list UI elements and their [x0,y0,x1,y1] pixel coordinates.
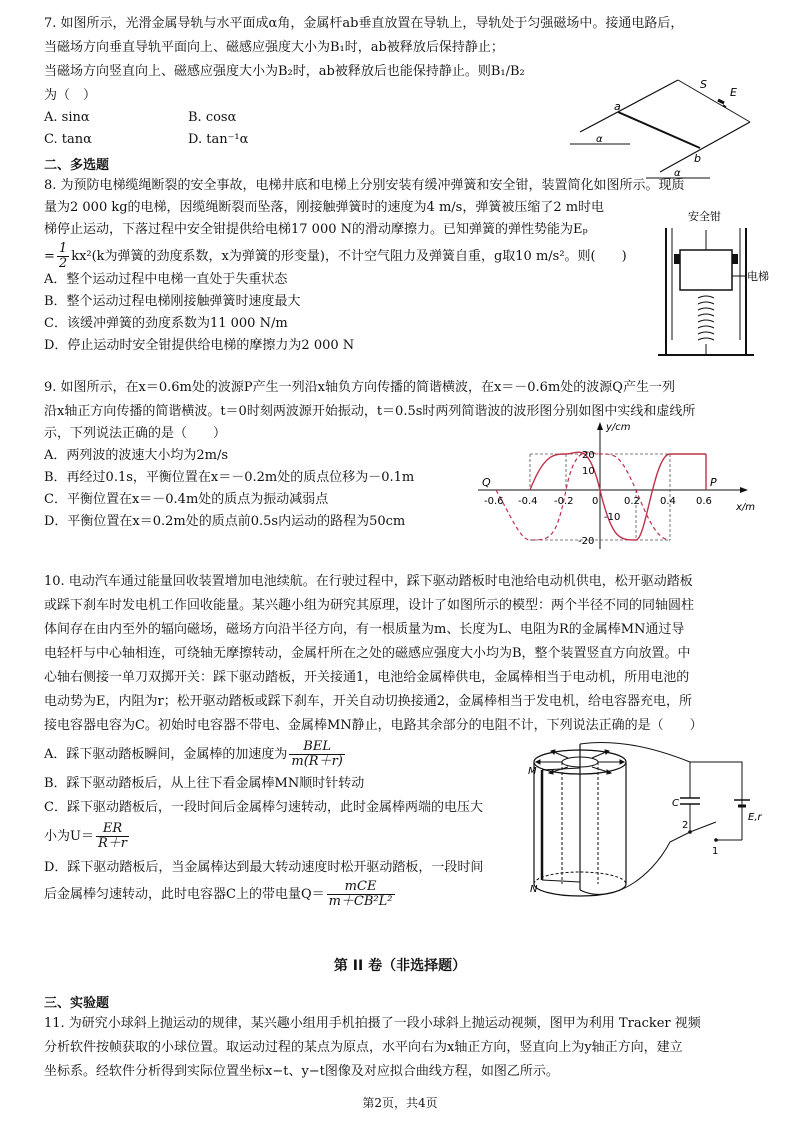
q7-option-d: D. tan⁻¹α [188,132,249,147]
q10-option-a [44,740,347,770]
q9-option-d: D．平衡位置在x＝0.2m处的质点前0.5s内运动的路程为50cm [44,514,406,529]
q7-line-1: 7. 如图所示，光滑金属导轨与水平面成α角，金属杆ab垂直放置在导轨上，导轨处于匀强磁场中。接通电路后， [44,16,684,31]
q7-option-b: B. cosα [188,110,237,125]
q7-option-c: C. tanα [44,132,92,147]
q10-label-switch-2: 2 [682,820,689,831]
q9-line-1: 9. 如图所示，在x＝0.6m处的波源P产生一列沿x轴负方向传播的简谐横波，在x＝－0.6m处的波源Q产生一列 [44,380,675,395]
q9-line-2: 沿x轴正方向传播的简谐横波。t＝0时刻两波源开始振动，t＝0.5s时两列简谐波的波形图分别如图中实线和虚线所 [44,404,696,419]
q9-ytick-10: 10 [582,466,595,477]
q10-option-a-fraction [289,740,344,769]
q7-label-alpha-2: α [674,168,681,179]
q10-option-d-line-1: D．踩下驱动踏板后，当金属棒达到最大转动速度时松开驱动踏板，一段时间 [44,860,484,875]
q7-label-s: S [700,78,707,91]
q8-formula-line [44,242,627,271]
q10-line-6: 电动势为E，内阻为r；松开驱动踏板或踩下刹车，开关自动切换接通2，金属棒相当于发电机，给电容器充电，所 [44,694,692,709]
q8-elevator-figure [650,200,770,360]
q10-option-d-line-2 [44,880,397,910]
q10-option-c-fraction [96,822,129,851]
q10-option-d-num: mCE [327,880,395,895]
q10-option-a-text: A．踩下驱动踏板瞬间，金属棒的加速度为 [44,747,288,762]
q9-xlabel: x/m [736,502,756,513]
q7-label-alpha-1: α [596,134,603,145]
q10-option-c-prefix: 小为U＝ [44,829,94,844]
q7-label-e: E [730,86,737,99]
q8-fraction-den: 2 [58,256,68,271]
q8-option-a: A．整个运动过程中电梯一直处于失重状态 [44,272,288,287]
q9-xtick-02: 0.2 [624,496,640,507]
section-experiment: 三、实验题 [44,996,110,1011]
q9-label-p: P [710,476,717,489]
q11-line-1: 11. 为研究小球斜上抛运动的规律，某兴趣小组用手机拍摄了一段小球斜上抛运动视频，图甲为利用 Tracker 视频 [44,1016,701,1031]
q8-option-c: C．该缓冲弹簧的劲度系数为11 000 N/m [44,316,288,331]
q8-option-b: B．整个运动过程电梯刚接触弹簧时速度最大 [44,294,301,309]
q11-line-3: 坐标系。经软件分析得到实际位置坐标x−t、y−t图像及对应拟合曲线方程，如图乙所示。 [44,1064,559,1079]
q10-line-2: 或踩下刹车时发电机工作回收能量。某兴趣小组为研究其原理，设计了如图所示的模型：两个半径不同的同轴圆柱 [44,598,695,613]
q8-formula-suffix: kx²(k为弹簧的劲度系数，x为弹簧的形变量)，不计空气阻力及弹簧自重，g取10 m/s²。则( ) [71,249,627,264]
q9-xtick-neg02: -0.2 [554,496,574,507]
q10-option-c-line-1: C．踩下驱动踏板后，一段时间后金属棒匀速转动，此时金属棒两端的电压大 [44,800,483,815]
q10-label-er: E,r [748,812,762,823]
q10-option-a-num: BEL [289,740,344,755]
q10-line-5: 心轴右侧接一单刀双掷开关：踩下驱动踏板，开关接通1，电池给金属棒供电，金属棒相当于电动机，所用电池的 [44,670,690,685]
q7-label-a: a [614,100,621,113]
q9-line-3: 示，下列说法正确的是（ ） [44,426,227,441]
q9-ytick-neg10: -10 [604,512,621,523]
q8-option-d: D．停止运动时安全钳提供给电梯的摩擦力为2 000 N [44,338,355,353]
q9-xtick-04: 0.4 [660,496,676,507]
q7-rail-figure [560,72,760,184]
q7-label-b: b [694,152,701,165]
q8-line-2: 量为2 000 kg的电梯，因缆绳断裂而坠落，刚接触弹簧时的速度为4 m/s，弹簧被压缩了2 m时电 [44,200,605,215]
q7-line-4: 为（ ） [44,88,97,103]
q8-label-elevator: 电梯 [747,270,769,283]
q7-line-2: 当磁场方向垂直导轨平面向上、磁感应强度大小为B₁时，ab被释放后保持静止； [44,40,504,55]
q9-xtick-neg04: -0.4 [518,496,538,507]
q10-label-n: N [530,884,538,895]
q10-label-c: C [672,798,679,809]
q10-option-c-num: ER [96,822,129,837]
q11-line-2: 分析软件按帧获取的小球位置。取运动过程的某点为原点，水平向右为x轴正方向，竖直向上为y轴正方向，建立 [44,1040,683,1055]
q10-label-switch-1: 1 [712,846,719,857]
q7-option-a: A. sinα [44,110,90,125]
q8-fraction-num: 1 [58,241,68,256]
q10-cylinder-figure [520,740,760,920]
q10-label-m: M [528,766,537,777]
q10-line-4: 电轻杆与中心轴相连，可绕轴无摩擦转动，金属杆所在之处的磁感应强度大小均为B，整个装置竖直方向放置。中 [44,646,691,661]
q10-option-c-line-2 [44,822,131,852]
q9-ytick-20: 20 [582,450,595,461]
q8-fraction [57,242,69,271]
q10-line-7: 接电容器电容为C。初始时电容器不带电、金属棒MN静止，电路其余部分的电阻不计，下列说法正确的是（ ） [44,718,703,733]
q8-line-3: 梯停止运动，下落过程中安全钳提供给电梯17 000 N的滑动摩擦力。已知弹簧的弹性势能为Eₚ [44,222,588,237]
q10-option-c-den: R＋r [97,836,127,851]
q9-label-q: Q [482,476,491,489]
q8-formula-prefix: = [44,249,55,264]
q10-line-1: 10. 电动汽车通过能量回收装置增加电池续航。在行驶过程中，踩下驱动踏板时电池给电动机供电，松开驱动踏板 [44,574,693,589]
q9-option-c: C．平衡位置在x＝－0.4m处的质点为振动减弱点 [44,492,329,507]
q10-option-b: B．踩下驱动踏板后，从上往下看金属棒MN顺时针转动 [44,776,365,791]
q10-option-a-den: m(R＋r) [291,754,343,769]
q10-option-d-fraction [327,880,395,909]
q10-line-3: 体间存在由内至外的辐向磁场，磁场方向沿半径方向，有一根质量为m、长度为L、电阻为R的金属棒MN通过导 [44,622,685,637]
q9-origin: 0 [592,496,599,507]
q10-option-d-prefix: 后金属棒匀速转动，此时电容器C上的带电量Q＝ [44,887,325,902]
page-footer: 第2页，共4页 [362,1096,438,1110]
q9-wave-figure [470,414,760,554]
q9-ytick-neg20: -20 [578,536,595,547]
q8-label-clamp: 安全钳 [688,210,721,223]
q9-option-b: B．再经过0.1s，平衡位置在x＝－0.2m处的质点位移为－0.1m [44,470,415,485]
section-multi-choice: 二、多选题 [44,158,110,173]
q7-line-3: 当磁场方向竖直向上、磁感应强度大小为B₂时，ab被释放后也能保持静止。则B₁/B₂ [44,64,525,79]
q8-line-1: 8. 为预防电梯缆绳断裂的安全事故，电梯井底和电梯上分别安装有缓冲弹簧和安全钳，装置简化如图所示。现质 [44,178,685,193]
q10-option-d-den: m＋CB²L² [328,894,393,909]
q9-xtick-06: 0.6 [696,496,712,507]
q9-option-a: A．两列波的波速大小均为2m/s [44,448,229,463]
volume-title: 第 II 卷（非选择题） [333,958,467,974]
q9-ylabel: y/cm [606,422,631,433]
q9-xtick-neg06: -0.6 [484,496,504,507]
